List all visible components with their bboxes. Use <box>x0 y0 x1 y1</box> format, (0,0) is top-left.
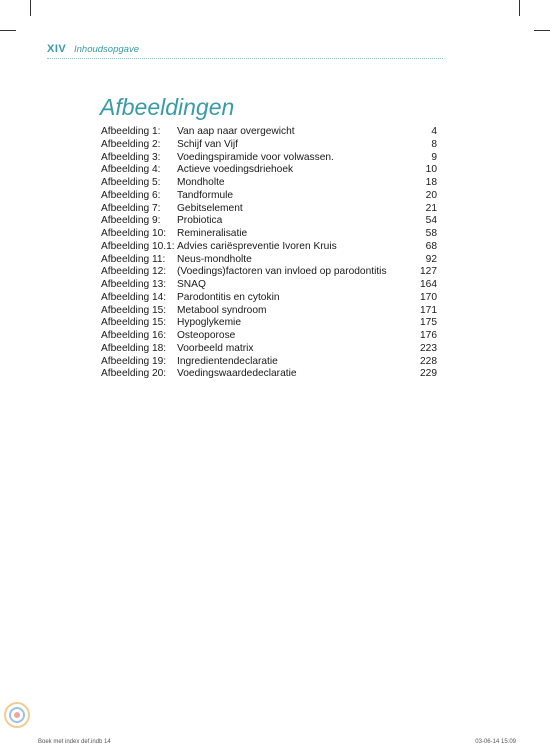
figure-title: Mondholte <box>177 177 225 188</box>
figure-title: Probiotica <box>177 215 223 227</box>
figure-title: Voedingswaardedeclaratie <box>177 368 297 380</box>
figure-title: Parodontitis en cytokin <box>177 291 280 303</box>
toc-row <box>101 126 437 139</box>
figure-label: Afbeelding 7: <box>101 202 161 214</box>
toc-row <box>101 228 437 241</box>
figure-label: Afbeelding 1: <box>101 126 161 137</box>
crop-mark-left-top <box>0 30 16 31</box>
figure-title: SNAQ <box>177 279 206 290</box>
page-number: 171 <box>420 304 437 316</box>
figure-title: Hypoglykemie <box>177 317 241 329</box>
page-number: 54 <box>425 215 437 227</box>
page-number: 223 <box>420 342 437 354</box>
footer-timestamp: 03-06-14 15:09 <box>475 739 516 745</box>
toc-row <box>101 305 437 318</box>
page-number: 228 <box>420 355 437 367</box>
page-number: 4 <box>431 126 437 137</box>
page-number: 170 <box>420 291 437 303</box>
figure-title: Van aap naar overgewicht <box>177 126 295 137</box>
toc-row <box>101 368 437 381</box>
chapter-number: XIV <box>47 43 67 55</box>
figure-title: Gebitselement <box>177 202 243 214</box>
figure-label: Afbeelding 10: <box>101 228 167 239</box>
figure-label: Afbeelding 2: <box>101 138 161 150</box>
figure-title: Advies cariëspreventie Ivoren Kruis <box>177 240 337 252</box>
toc-row <box>101 292 437 305</box>
figure-label: Afbeelding 9: <box>101 215 161 227</box>
page-number: 8 <box>431 138 437 150</box>
figure-title: Metabool syndroom <box>177 304 267 316</box>
figure-label: Afbeelding 18: <box>101 342 167 354</box>
toc-row <box>101 343 437 356</box>
toc-row <box>101 317 437 330</box>
figure-label: Afbeelding 11: <box>101 253 166 265</box>
figure-title: (Voedings)factoren van invloed op parodontitis <box>177 266 387 278</box>
toc-row <box>101 177 437 190</box>
toc-row <box>101 356 437 369</box>
figure-title: Tandformule <box>177 189 234 201</box>
figure-title: Ingredientendeclaratie <box>177 355 278 367</box>
section-title: Afbeeldingen <box>100 94 235 120</box>
figure-title: Remineralisatie <box>177 228 248 239</box>
toc-row <box>101 279 437 292</box>
page-number: 18 <box>425 177 437 188</box>
figure-label: Afbeelding 20: <box>101 368 167 380</box>
page-number: 21 <box>425 202 437 214</box>
footer-file-info: Boek met index def.indb 14 <box>38 739 111 745</box>
figure-label: Afbeelding 13: <box>101 279 167 290</box>
running-header <box>47 42 443 59</box>
crop-mark-right-top <box>534 30 550 31</box>
page-number: 58 <box>425 228 437 239</box>
page-number: 127 <box>420 266 437 278</box>
figure-label: Afbeelding 16: <box>101 330 167 341</box>
figure-label: Afbeelding 19: <box>101 355 167 367</box>
figure-label: Afbeelding 6: <box>101 189 161 201</box>
figure-label: Afbeelding 15: <box>101 304 167 316</box>
figure-label: Afbeelding 3: <box>101 151 161 163</box>
page-number: 10 <box>425 164 437 176</box>
toc-row <box>101 190 437 203</box>
page-number: 92 <box>425 253 437 265</box>
figure-title: Voedingspiramide voor volwassen. <box>177 151 334 163</box>
page-number: 175 <box>420 317 437 329</box>
page-number: 176 <box>420 330 437 341</box>
chapter-title: Inhoudsopgave <box>74 44 139 55</box>
toc-row <box>101 266 437 279</box>
crop-mark-top-left <box>30 0 31 16</box>
figure-label: Afbeelding 4: <box>101 164 161 176</box>
page-number: 164 <box>420 279 437 290</box>
toc-row <box>101 215 437 228</box>
toc-row <box>101 203 437 216</box>
figure-label: Afbeelding 10.1: <box>101 240 175 252</box>
toc-row <box>101 254 437 267</box>
toc-row <box>101 139 437 152</box>
figure-title: Osteoporose <box>177 330 236 341</box>
logo-icon <box>2 700 32 730</box>
figure-title: Neus-mondholte <box>177 253 252 265</box>
figure-title: Actieve voedingsdriehoek <box>177 164 294 176</box>
figure-label: Afbeelding 5: <box>101 177 161 188</box>
page-number: 20 <box>425 189 437 201</box>
figure-title: Schijf van Vijf <box>177 138 238 150</box>
page-number: 229 <box>420 368 437 380</box>
figure-title: Voorbeeld matrix <box>177 342 254 354</box>
page-number: 9 <box>431 151 437 163</box>
figure-list <box>101 126 437 381</box>
toc-row <box>101 152 437 165</box>
figure-label: Afbeelding 14: <box>101 291 167 303</box>
toc-row <box>101 241 437 254</box>
figure-label: Afbeelding 15: <box>101 317 167 329</box>
crop-mark-top-right <box>519 0 520 16</box>
toc-row <box>101 330 437 343</box>
figure-label: Afbeelding 12: <box>101 266 167 278</box>
page-number: 68 <box>425 240 437 252</box>
toc-row <box>101 164 437 177</box>
